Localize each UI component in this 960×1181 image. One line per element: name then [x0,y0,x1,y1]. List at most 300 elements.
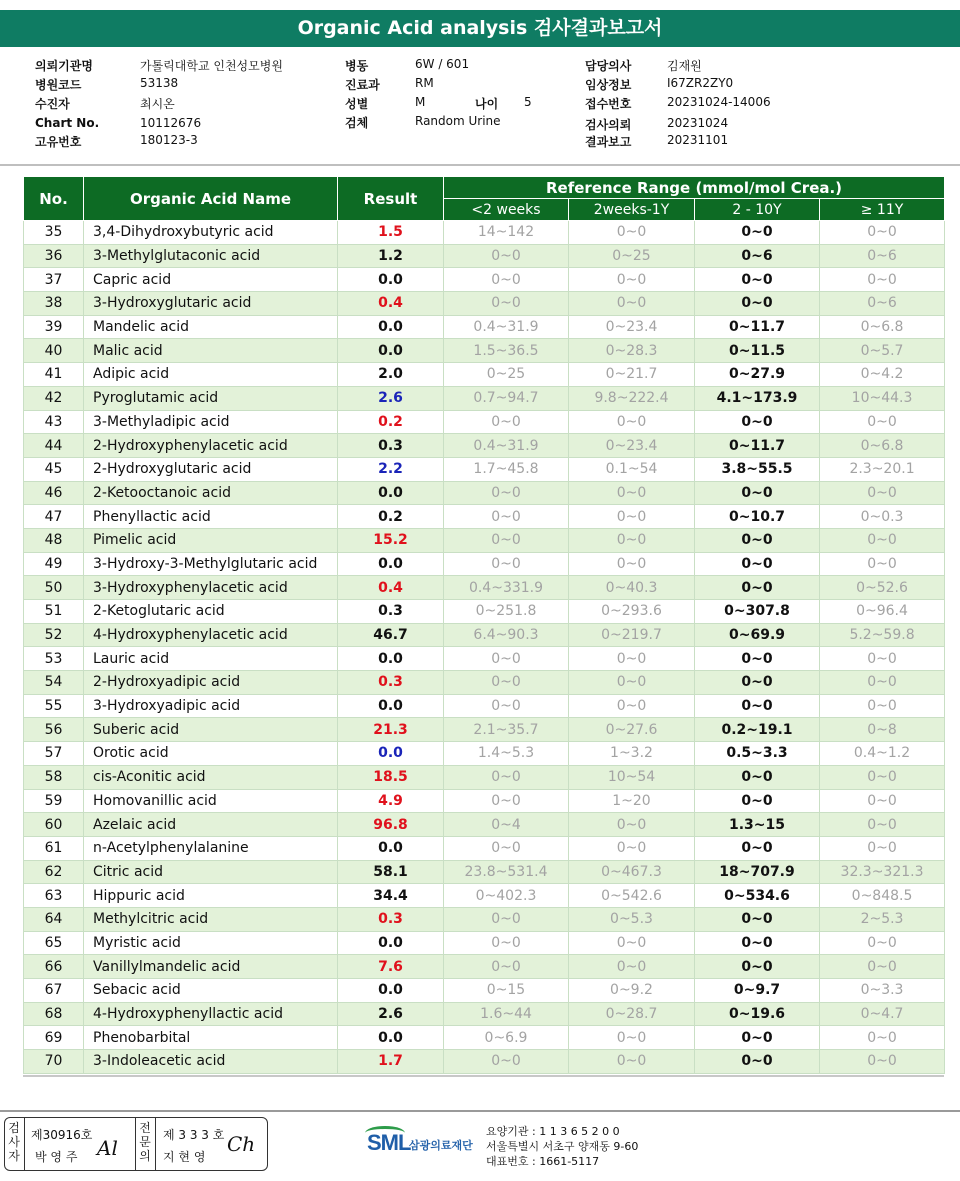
row-ref-11y-plus: 0~4.7 [820,1002,945,1026]
row-ref-2weeks-1y: 0~28.7 [569,1002,695,1026]
row-acid-name: 2-Hydroxyglutaric acid [84,457,338,481]
address-line: 서울특별시 서초구 양재동 9-60 [486,1140,639,1153]
info-label: 결과보고 [585,135,632,149]
row-ref-11y-plus: 0~0 [820,552,945,576]
row-result: 21.3 [338,718,444,742]
row-acid-name: Myristic acid [84,931,338,955]
row-result: 0.0 [338,694,444,718]
row-ref-under-2-weeks: 14~142 [444,221,569,245]
info-label: 나이 [475,97,499,111]
report-title: Organic Acid analysis 검사결과보고서 [0,10,960,47]
row-ref-2weeks-1y: 0~0 [569,552,695,576]
row-acid-name: 2-Hydroxyphenylacetic acid [84,434,338,458]
row-result: 0.2 [338,410,444,434]
header-no: No. [24,177,84,221]
info-value: 180123-3 [140,133,198,147]
info-label: 병원코드 [35,78,82,92]
row-acid-name: Sebacic acid [84,979,338,1003]
info-value: 5 [524,95,532,109]
row-ref-under-2-weeks: 6.4~90.3 [444,623,569,647]
row-acid-name: 3-Methyladipic acid [84,410,338,434]
address-line: 대표번호 : 1661-5117 [486,1155,600,1168]
info-label: 의뢰기관명 [35,59,93,73]
row-no: 37 [24,268,84,292]
table-row [24,221,945,245]
row-ref-2-10y: 0~0 [695,789,820,813]
row-ref-2-10y: 0~0 [695,765,820,789]
row-no: 50 [24,576,84,600]
header-ref-11y-plus: ≥ 11Y [820,199,945,221]
row-ref-2-10y: 0.2~19.1 [695,718,820,742]
table-row [24,528,945,552]
row-ref-under-2-weeks: 0~0 [444,1050,569,1074]
header-ref-2weeks-1y: 2weeks-1Y [569,199,695,221]
row-no: 67 [24,979,84,1003]
row-no: 69 [24,1026,84,1050]
row-acid-name: Vanillylmandelic acid [84,955,338,979]
row-acid-name: Azelaic acid [84,813,338,837]
row-ref-under-2-weeks: 0~0 [444,931,569,955]
row-result: 96.8 [338,813,444,837]
info-value: 20231024 [667,116,729,130]
row-no: 55 [24,694,84,718]
row-no: 43 [24,410,84,434]
row-ref-2weeks-1y: 0~0 [569,528,695,552]
row-ref-2-10y: 0~0 [695,907,820,931]
table-row [24,789,945,813]
row-ref-2-10y: 0~0 [695,576,820,600]
table-row [24,363,945,387]
row-ref-2weeks-1y: 0~27.6 [569,718,695,742]
row-no: 47 [24,505,84,529]
row-result: 2.6 [338,386,444,410]
header-ref-under-2-weeks: <2 weeks [444,199,569,221]
results-table [23,176,945,1074]
row-result: 0.0 [338,339,444,363]
row-no: 53 [24,647,84,671]
row-no: 38 [24,292,84,316]
row-ref-11y-plus: 0.4~1.2 [820,742,945,766]
row-ref-2-10y: 0~27.9 [695,363,820,387]
row-ref-2weeks-1y: 0~40.3 [569,576,695,600]
table-row [24,860,945,884]
table-row [24,671,945,695]
row-ref-2weeks-1y: 0~0 [569,931,695,955]
row-ref-11y-plus: 0~8 [820,718,945,742]
row-result: 0.0 [338,742,444,766]
row-no: 48 [24,528,84,552]
row-ref-under-2-weeks: 0~0 [444,244,569,268]
address-line: 요양기관 : 1 1 3 6 5 2 0 0 [486,1125,620,1138]
row-acid-name: Citric acid [84,860,338,884]
table-row [24,410,945,434]
table-row [24,694,945,718]
row-ref-2-10y: 0~0 [695,694,820,718]
table-row [24,623,945,647]
table-row [24,339,945,363]
row-ref-under-2-weeks: 0~4 [444,813,569,837]
row-ref-under-2-weeks: 0~251.8 [444,600,569,624]
row-ref-11y-plus: 0~96.4 [820,600,945,624]
row-ref-under-2-weeks: 0.4~31.9 [444,315,569,339]
row-ref-11y-plus: 0~0 [820,1026,945,1050]
row-ref-2weeks-1y: 0~0 [569,813,695,837]
info-label: 담당의사 [585,59,632,73]
row-ref-under-2-weeks: 0~0 [444,907,569,931]
row-ref-2-10y: 0~0 [695,292,820,316]
info-value: 최시온 [140,97,175,111]
row-ref-2weeks-1y: 0~219.7 [569,623,695,647]
row-ref-2weeks-1y: 0~21.7 [569,363,695,387]
table-row [24,836,945,860]
table-row [24,931,945,955]
row-acid-name: 3-Methylglutaconic acid [84,244,338,268]
row-result: 2.6 [338,1002,444,1026]
row-acid-name: Mandelic acid [84,315,338,339]
row-ref-2weeks-1y: 0~0 [569,481,695,505]
table-bottom-rule [23,1075,944,1077]
row-ref-2-10y: 0~0 [695,1050,820,1074]
row-ref-under-2-weeks: 0~0 [444,671,569,695]
row-no: 60 [24,813,84,837]
row-result: 0.4 [338,576,444,600]
row-ref-2weeks-1y: 0~23.4 [569,315,695,339]
row-ref-under-2-weeks: 0.4~31.9 [444,434,569,458]
signature-box [4,1117,268,1171]
table-row [24,600,945,624]
row-acid-name: n-Acetylphenylalanine [84,836,338,860]
table-row [24,1002,945,1026]
table-row [24,505,945,529]
table-row [24,576,945,600]
row-acid-name: Phenyllactic acid [84,505,338,529]
row-ref-under-2-weeks: 0~0 [444,836,569,860]
row-ref-under-2-weeks: 0~25 [444,363,569,387]
row-ref-2-10y: 0~0 [695,268,820,292]
table-row [24,979,945,1003]
info-label: 임상정보 [585,78,632,92]
row-ref-2-10y: 1.3~15 [695,813,820,837]
row-ref-under-2-weeks: 1.7~45.8 [444,457,569,481]
row-result: 1.2 [338,244,444,268]
row-acid-name: Lauric acid [84,647,338,671]
row-ref-11y-plus: 0~0 [820,789,945,813]
row-result: 1.7 [338,1050,444,1074]
info-label: 검체 [345,116,369,130]
row-acid-name: Homovanillic acid [84,789,338,813]
logo-mark: SML [367,1130,411,1155]
table-row [24,813,945,837]
row-acid-name: 4-Hydroxyphenylacetic acid [84,623,338,647]
results-body [24,221,945,1074]
row-ref-11y-plus: 0~6.8 [820,315,945,339]
row-no: 57 [24,742,84,766]
row-ref-11y-plus: 0~3.3 [820,979,945,1003]
table-row [24,907,945,931]
row-ref-2weeks-1y: 0~9.2 [569,979,695,1003]
row-ref-11y-plus: 5.2~59.8 [820,623,945,647]
row-ref-2weeks-1y: 0~23.4 [569,434,695,458]
info-label: 접수번호 [585,97,632,111]
row-ref-2-10y: 0~0 [695,552,820,576]
row-ref-11y-plus: 0~0.3 [820,505,945,529]
row-no: 62 [24,860,84,884]
row-ref-under-2-weeks: 0~15 [444,979,569,1003]
table-row [24,315,945,339]
row-ref-11y-plus: 0~52.6 [820,576,945,600]
row-ref-2-10y: 0~0 [695,410,820,434]
row-ref-11y-plus: 0~0 [820,268,945,292]
institution-address [486,1124,638,1169]
row-acid-name: Pimelic acid [84,528,338,552]
row-ref-2-10y: 3.8~55.5 [695,457,820,481]
row-ref-under-2-weeks: 0~0 [444,694,569,718]
row-result: 0.3 [338,434,444,458]
row-ref-under-2-weeks: 0~402.3 [444,884,569,908]
specialist-label: 전 문 의 [139,1121,151,1163]
row-result: 0.3 [338,671,444,695]
row-ref-2-10y: 0.5~3.3 [695,742,820,766]
row-ref-11y-plus: 2~5.3 [820,907,945,931]
row-ref-under-2-weeks: 0.4~331.9 [444,576,569,600]
row-acid-name: Suberic acid [84,718,338,742]
row-ref-2-10y: 0~307.8 [695,600,820,624]
row-no: 39 [24,315,84,339]
row-result: 0.0 [338,268,444,292]
table-row [24,244,945,268]
row-acid-name: Methylcitric acid [84,907,338,931]
specialist-name: 지 현 영 [163,1150,206,1164]
row-ref-2weeks-1y: 0~25 [569,244,695,268]
table-row [24,955,945,979]
row-ref-2weeks-1y: 0~293.6 [569,600,695,624]
row-result: 1.5 [338,221,444,245]
table-row [24,481,945,505]
info-value: I67ZR2ZY0 [667,76,734,90]
row-ref-11y-plus: 32.3~321.3 [820,860,945,884]
row-ref-11y-plus: 0~0 [820,221,945,245]
info-value: 10112676 [140,116,202,130]
header-name: Organic Acid Name [84,177,338,221]
row-ref-2-10y: 0~0 [695,221,820,245]
row-acid-name: Hippuric acid [84,884,338,908]
row-ref-11y-plus: 0~0 [820,410,945,434]
row-no: 59 [24,789,84,813]
row-ref-under-2-weeks: 0~0 [444,292,569,316]
row-ref-11y-plus: 0~0 [820,813,945,837]
signature-divider [135,1118,136,1170]
row-ref-2-10y: 0~0 [695,836,820,860]
row-ref-11y-plus: 0~0 [820,836,945,860]
row-ref-under-2-weeks: 1.4~5.3 [444,742,569,766]
row-ref-11y-plus: 0~0 [820,647,945,671]
row-ref-11y-plus: 0~6 [820,292,945,316]
row-result: 15.2 [338,528,444,552]
row-ref-under-2-weeks: 23.8~531.4 [444,860,569,884]
row-ref-under-2-weeks: 0~0 [444,268,569,292]
row-no: 35 [24,221,84,245]
logo-org-name: 삼광의료재단 [409,1139,473,1152]
table-row [24,386,945,410]
table-row [24,552,945,576]
row-ref-11y-plus: 0~6 [820,244,945,268]
info-label: 병동 [345,59,369,73]
row-ref-2weeks-1y: 0~0 [569,694,695,718]
row-ref-2weeks-1y: 1~3.2 [569,742,695,766]
header-result: Result [338,177,444,221]
table-row [24,457,945,481]
row-result: 0.0 [338,552,444,576]
row-no: 61 [24,836,84,860]
tester-signature: Al [97,1136,118,1160]
row-no: 46 [24,481,84,505]
info-divider [0,164,960,166]
row-result: 0.3 [338,907,444,931]
info-value: 6W / 601 [415,57,470,71]
row-ref-2-10y: 0~10.7 [695,505,820,529]
row-no: 63 [24,884,84,908]
table-row [24,268,945,292]
info-label: 검사의뢰 [585,118,632,132]
table-row [24,765,945,789]
row-ref-11y-plus: 0~0 [820,694,945,718]
row-no: 40 [24,339,84,363]
row-no: 66 [24,955,84,979]
row-ref-2-10y: 0~0 [695,931,820,955]
patient-info [0,54,960,164]
row-result: 0.0 [338,315,444,339]
row-ref-2weeks-1y: 0~0 [569,268,695,292]
tester-license: 제30916호 [31,1128,93,1142]
row-acid-name: Orotic acid [84,742,338,766]
row-no: 58 [24,765,84,789]
row-ref-11y-plus: 0~0 [820,671,945,695]
info-label: 진료과 [345,78,380,92]
row-ref-2-10y: 0~19.6 [695,1002,820,1026]
row-ref-2-10y: 18~707.9 [695,860,820,884]
row-result: 0.4 [338,292,444,316]
row-ref-11y-plus: 0~0 [820,765,945,789]
info-value: M [415,95,426,109]
row-ref-2weeks-1y: 0~467.3 [569,860,695,884]
specialist-signature: Ch [227,1132,256,1156]
sml-logo [367,1126,477,1166]
row-ref-2-10y: 0~0 [695,955,820,979]
row-ref-2-10y: 0~0 [695,528,820,552]
row-no: 45 [24,457,84,481]
row-acid-name: 4-Hydroxyphenyllactic acid [84,1002,338,1026]
row-result: 0.0 [338,979,444,1003]
table-row [24,1050,945,1074]
row-ref-2weeks-1y: 0~0 [569,410,695,434]
row-ref-2-10y: 0~69.9 [695,623,820,647]
row-ref-2-10y: 4.1~173.9 [695,386,820,410]
table-row [24,718,945,742]
row-result: 0.0 [338,931,444,955]
row-result: 7.6 [338,955,444,979]
info-value: 20231024-14006 [667,95,771,109]
info-label: 성별 [345,97,369,111]
row-result: 4.9 [338,789,444,813]
row-ref-2weeks-1y: 0~0 [569,671,695,695]
tester-name: 박 영 주 [35,1150,78,1164]
row-no: 64 [24,907,84,931]
row-ref-2weeks-1y: 0~0 [569,955,695,979]
row-result: 2.0 [338,363,444,387]
row-result: 58.1 [338,860,444,884]
table-row [24,1026,945,1050]
info-value: 가톨릭대학교 인천성모병원 [140,59,283,73]
row-ref-2weeks-1y: 10~54 [569,765,695,789]
row-ref-2-10y: 0~0 [695,647,820,671]
info-value: 김재원 [667,59,702,73]
row-ref-2-10y: 0~534.6 [695,884,820,908]
row-ref-under-2-weeks: 0~0 [444,528,569,552]
row-result: 0.0 [338,647,444,671]
table-row [24,647,945,671]
table-row [24,434,945,458]
specialist-license: 제 3 3 3 호 [163,1128,225,1142]
row-ref-2-10y: 0~9.7 [695,979,820,1003]
row-ref-2-10y: 0~11.7 [695,434,820,458]
row-ref-under-2-weeks: 0.7~94.7 [444,386,569,410]
row-ref-2weeks-1y: 0~28.3 [569,339,695,363]
info-value: RM [415,76,434,90]
info-label: Chart No. [35,116,100,130]
row-result: 0.3 [338,600,444,624]
row-result: 0.2 [338,505,444,529]
row-ref-11y-plus: 0~0 [820,481,945,505]
row-ref-2-10y: 0~0 [695,671,820,695]
row-acid-name: Capric acid [84,268,338,292]
row-no: 49 [24,552,84,576]
row-ref-under-2-weeks: 0~0 [444,481,569,505]
table-row [24,292,945,316]
row-ref-2weeks-1y: 0~0 [569,505,695,529]
row-ref-2weeks-1y: 0.1~54 [569,457,695,481]
row-no: 56 [24,718,84,742]
footer-divider [0,1110,960,1112]
row-ref-11y-plus: 0~5.7 [820,339,945,363]
row-ref-11y-plus: 0~848.5 [820,884,945,908]
table-row [24,742,945,766]
row-no: 68 [24,1002,84,1026]
row-ref-2weeks-1y: 0~0 [569,1050,695,1074]
row-ref-under-2-weeks: 1.5~36.5 [444,339,569,363]
row-result: 0.0 [338,481,444,505]
tester-label: 검 사 자 [8,1121,20,1163]
row-ref-2weeks-1y: 0~542.6 [569,884,695,908]
row-acid-name: 2-Ketooctanoic acid [84,481,338,505]
row-acid-name: 2-Hydroxyadipic acid [84,671,338,695]
row-ref-2weeks-1y: 1~20 [569,789,695,813]
row-ref-2weeks-1y: 0~0 [569,836,695,860]
row-no: 65 [24,931,84,955]
row-ref-2-10y: 0~0 [695,1026,820,1050]
row-acid-name: 3-Hydroxy-3-Methylglutaric acid [84,552,338,576]
row-acid-name: Malic acid [84,339,338,363]
signature-divider [155,1118,156,1170]
row-ref-11y-plus: 0~4.2 [820,363,945,387]
info-value: 20231101 [667,133,729,147]
row-ref-2-10y: 0~0 [695,481,820,505]
row-ref-11y-plus: 0~0 [820,1050,945,1074]
row-ref-under-2-weeks: 2.1~35.7 [444,718,569,742]
row-acid-name: cis-Aconitic acid [84,765,338,789]
row-no: 54 [24,671,84,695]
row-ref-under-2-weeks: 0~0 [444,765,569,789]
row-acid-name: Phenobarbital [84,1026,338,1050]
